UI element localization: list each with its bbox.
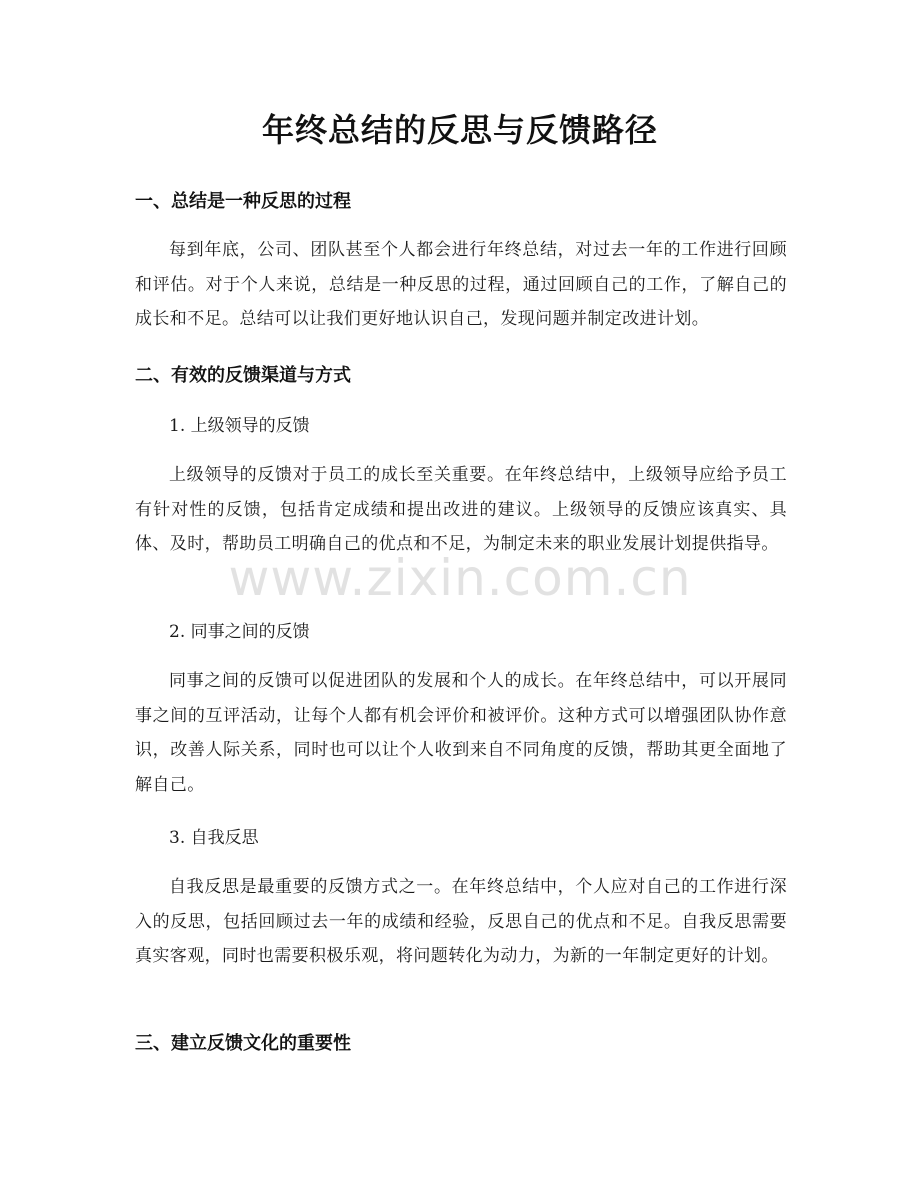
subsection-1-paragraph: 上级领导的反馈对于员工的成长至关重要。在年终总结中，上级领导应给予员工有针对性的反馈，包括肯定成绩和提出改进的建议。上级领导的反馈应该真实、具体、及时，帮助员工明确自己的优点和不足，为制定未来的职业发展计划提供指导。: [135, 465, 787, 554]
subsection-3-paragraph: 自我反思是最重要的反馈方式之一。在年终总结中，个人应对自己的工作进行深入的反思，包括回顾过去一年的成绩和经验，反思自己的优点和不足。自我反思需要真实客观，同时也需要积极乐观，将问题转化为动力，为新的一年制定更好的计划。: [135, 877, 787, 966]
subsection-2-paragraph: 同事之间的反馈可以促进团队的发展和个人的成长。在年终总结中，可以开展同事之间的互评活动，让每个人都有机会评价和被评价。这种方式可以增强团队协作意识，改善人际关系，同时也可以让个人收到来自不同角度的反馈，帮助其更全面地了解自己。: [135, 671, 787, 795]
watermark: www.zixin.com.cn: [228, 549, 692, 607]
document-title: 年终总结的反思与反馈路径: [261, 111, 658, 149]
section-heading-3: 三、建立反馈文化的重要性: [135, 1033, 351, 1054]
subsection-label-1: 1. 上级领导的反馈: [169, 416, 310, 436]
subsection-label-2: 2. 同事之间的反馈: [169, 622, 310, 642]
section-1-paragraph: 每到年底，公司、团队甚至个人都会进行年终总结，对过去一年的工作进行回顾和评估。对于个人来说，总结是一种反思的过程，通过回顾自己的工作，了解自己的成长和不足。总结可以让我们更好地认识自己，发现问题并制定改进计划。: [135, 240, 787, 329]
subsection-label-3: 3. 自我反思: [169, 828, 259, 848]
section-heading-1: 一、总结是一种反思的过程: [135, 191, 351, 212]
section-heading-2: 二、有效的反馈渠道与方式: [135, 365, 351, 386]
